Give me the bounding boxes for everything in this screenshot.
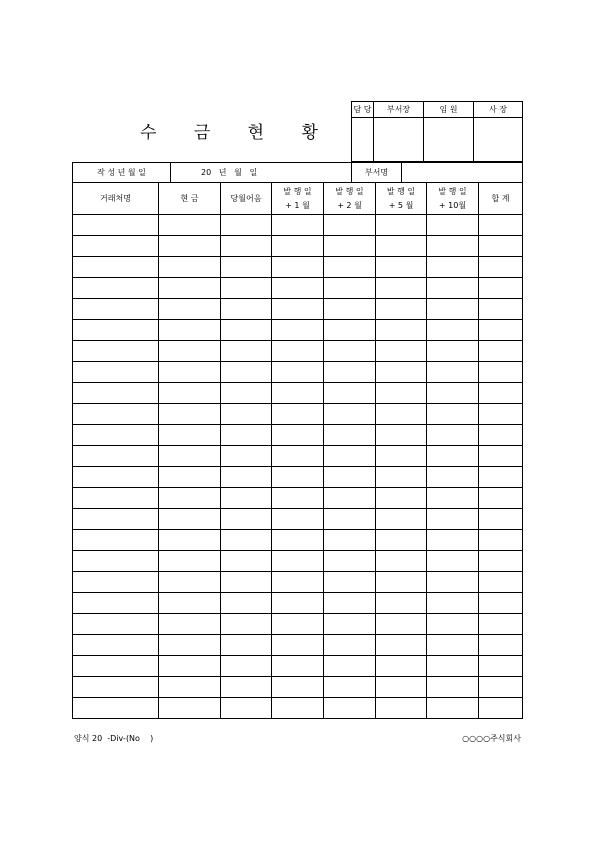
table-cell[interactable] [324,299,376,320]
table-cell[interactable] [479,299,523,320]
table-cell[interactable] [324,572,376,593]
table-cell[interactable] [73,593,159,614]
table-cell[interactable] [324,278,376,299]
column-header-line2: + 2 월 [337,200,362,210]
column-header [427,183,479,215]
column-header-line1: 거래처명 [100,193,131,203]
table-cell[interactable] [376,488,427,509]
table-cell[interactable] [479,362,523,383]
table-cell[interactable] [479,509,523,530]
table-cell[interactable] [427,635,479,656]
date-label: 작 성 년 월 일 [73,163,171,183]
table-cell[interactable] [324,614,376,635]
table-cell[interactable] [73,572,159,593]
table-cell[interactable] [159,446,221,467]
table-cell[interactable] [376,320,427,341]
dept-field[interactable] [402,163,523,183]
approval-signature-row [352,118,523,162]
approval-label-manager: 부서장 [374,102,424,118]
table-cell[interactable] [324,677,376,698]
table-cell[interactable] [272,404,324,425]
table-cell[interactable] [479,656,523,677]
table-cell[interactable] [376,656,427,677]
table-cell[interactable] [376,551,427,572]
table-row [73,572,523,593]
table-cell[interactable] [272,278,324,299]
table-cell[interactable] [159,341,221,362]
table-cell[interactable] [376,257,427,278]
table-row [73,698,523,719]
table-cell[interactable] [479,257,523,278]
approval-label-staff: 담 당 [352,102,374,118]
table-cell[interactable] [221,215,272,236]
column-header [272,183,324,215]
table-cell[interactable] [73,425,159,446]
table-cell[interactable] [73,404,159,425]
table-cell[interactable] [479,446,523,467]
table-row [73,299,523,320]
table-row [73,257,523,278]
table-cell[interactable] [427,278,479,299]
table-cell[interactable] [272,488,324,509]
table-cell[interactable] [272,215,324,236]
table-cell[interactable] [427,383,479,404]
table-cell[interactable] [221,236,272,257]
column-header-line2: + 1 월 [285,200,310,210]
table-cell[interactable] [324,404,376,425]
table-cell[interactable] [221,614,272,635]
table-row [73,320,523,341]
table-cell[interactable] [427,656,479,677]
table-cell[interactable] [159,425,221,446]
signature-cell-president[interactable] [474,118,523,162]
column-header [324,183,376,215]
table-cell[interactable] [376,446,427,467]
table-cell[interactable] [324,656,376,677]
table-cell[interactable] [479,341,523,362]
table-row [73,341,523,362]
table-cell[interactable] [73,257,159,278]
table-cell[interactable] [221,572,272,593]
table-cell[interactable] [479,404,523,425]
collection-table [72,182,523,719]
column-header [479,183,523,215]
table-cell[interactable] [427,320,479,341]
table-row [73,509,523,530]
table-cell[interactable] [479,530,523,551]
approval-header-row [352,102,523,118]
table-cell[interactable] [221,257,272,278]
table-cell[interactable] [159,572,221,593]
table-cell[interactable] [324,383,376,404]
table-cell[interactable] [479,383,523,404]
table-cell[interactable] [479,215,523,236]
table-cell[interactable] [324,509,376,530]
table-cell[interactable] [221,404,272,425]
table-cell[interactable] [73,509,159,530]
table-cell[interactable] [479,320,523,341]
table-cell[interactable] [324,530,376,551]
table-cell[interactable] [427,551,479,572]
table-cell[interactable] [427,530,479,551]
signature-cell-manager[interactable] [374,118,424,162]
table-cell[interactable] [73,383,159,404]
table-cell[interactable] [73,677,159,698]
table-cell[interactable] [159,215,221,236]
table-cell[interactable] [73,698,159,719]
column-header-line1: 발 행 일 [386,186,416,196]
column-header [221,183,272,215]
table-cell[interactable] [73,635,159,656]
table-row [73,215,523,236]
table-cell[interactable] [159,488,221,509]
table-cell[interactable] [324,698,376,719]
table-cell[interactable] [159,299,221,320]
table-row [73,530,523,551]
table-cell[interactable] [221,488,272,509]
table-cell[interactable] [272,425,324,446]
table-cell[interactable] [272,656,324,677]
table-cell[interactable] [159,509,221,530]
table-cell[interactable] [159,383,221,404]
table-cell[interactable] [324,593,376,614]
table-cell[interactable] [221,635,272,656]
table-cell[interactable] [159,530,221,551]
table-cell[interactable] [376,698,427,719]
table-row [73,551,523,572]
table-cell[interactable] [479,236,523,257]
table-cell[interactable] [272,236,324,257]
table-cell[interactable] [376,530,427,551]
table-cell[interactable] [427,404,479,425]
table-cell[interactable] [159,467,221,488]
table-cell[interactable] [221,425,272,446]
table-cell[interactable] [427,446,479,467]
table-cell[interactable] [221,698,272,719]
table-cell[interactable] [73,656,159,677]
table-cell[interactable] [159,677,221,698]
table-cell[interactable] [324,341,376,362]
table-cell[interactable] [221,677,272,698]
table-cell[interactable] [376,404,427,425]
table-row [73,383,523,404]
table-row [73,425,523,446]
table-cell[interactable] [272,362,324,383]
table-cell[interactable] [427,215,479,236]
table-cell[interactable] [272,341,324,362]
table-cell[interactable] [479,551,523,572]
table-row [73,362,523,383]
table-cell[interactable] [479,278,523,299]
table-cell[interactable] [159,635,221,656]
table-cell[interactable] [159,593,221,614]
table-cell[interactable] [479,677,523,698]
table-cell[interactable] [324,425,376,446]
table-cell[interactable] [73,215,159,236]
column-header-line1: 발 행 일 [283,186,312,196]
table-cell[interactable] [479,467,523,488]
table-cell[interactable] [221,509,272,530]
table-cell[interactable] [376,341,427,362]
table-cell[interactable] [221,299,272,320]
table-cell[interactable] [479,593,523,614]
table-cell[interactable] [159,614,221,635]
table-cell[interactable] [73,446,159,467]
table-cell[interactable] [272,257,324,278]
table-cell[interactable] [376,677,427,698]
approval-box [351,101,523,162]
table-cell[interactable] [324,215,376,236]
table-cell[interactable] [324,257,376,278]
table-cell[interactable] [272,677,324,698]
table-cell[interactable] [324,446,376,467]
column-header-line2: + 10월 [438,200,467,210]
form-number: 양식 20 -Div-(No ) [74,734,154,743]
table-cell[interactable] [73,278,159,299]
table-cell[interactable] [73,614,159,635]
signature-cell-staff[interactable] [352,118,374,162]
table-cell[interactable] [159,320,221,341]
table-cell[interactable] [427,488,479,509]
table-cell[interactable] [479,488,523,509]
table-cell[interactable] [376,614,427,635]
table-row [73,677,523,698]
signature-cell-executive[interactable] [424,118,474,162]
table-cell[interactable] [159,698,221,719]
table-cell[interactable] [376,467,427,488]
table-cell[interactable] [479,698,523,719]
dept-label: 부서명 [352,163,402,183]
table-cell[interactable] [427,362,479,383]
table-cell[interactable] [272,509,324,530]
table-row [73,614,523,635]
table-cell[interactable] [376,278,427,299]
table-cell[interactable] [272,698,324,719]
table-cell[interactable] [427,425,479,446]
table-cell[interactable] [221,467,272,488]
table-cell[interactable] [272,383,324,404]
table-cell[interactable] [73,341,159,362]
column-header-line1: 합 계 [491,193,510,203]
column-header-line1: 발 행 일 [438,186,467,196]
table-cell[interactable] [221,551,272,572]
table-cell[interactable] [376,362,427,383]
table-cell[interactable] [221,656,272,677]
table-cell[interactable] [376,299,427,320]
table-cell[interactable] [221,362,272,383]
table-row [73,635,523,656]
company-name: ○○○○주식회사 [462,734,521,743]
table-cell[interactable] [376,509,427,530]
table-cell[interactable] [479,425,523,446]
table-cell[interactable] [272,467,324,488]
table-cell[interactable] [272,530,324,551]
table-cell[interactable] [159,278,221,299]
table-cell[interactable] [324,551,376,572]
table-cell[interactable] [221,530,272,551]
table-cell[interactable] [324,236,376,257]
column-header [159,183,221,215]
table-cell[interactable] [73,320,159,341]
table-cell[interactable] [221,446,272,467]
date-field[interactable]: 20 년 월 일 [171,163,352,183]
table-cell[interactable] [479,572,523,593]
table-row [73,488,523,509]
approval-label-president: 사 장 [474,102,523,118]
table-cell[interactable] [324,320,376,341]
table-header-row [73,183,523,215]
table-cell[interactable] [376,593,427,614]
table-cell[interactable] [427,593,479,614]
table-cell[interactable] [272,551,324,572]
table-cell[interactable] [159,404,221,425]
table-cell[interactable] [272,299,324,320]
column-header-line1: 당월어음 [230,193,262,203]
table-cell[interactable] [427,467,479,488]
table-cell[interactable] [376,236,427,257]
table-cell[interactable] [159,362,221,383]
table-cell[interactable] [73,362,159,383]
table-cell[interactable] [159,257,221,278]
table-cell[interactable] [73,236,159,257]
table-cell[interactable] [479,614,523,635]
table-cell[interactable] [427,572,479,593]
table-cell[interactable] [272,572,324,593]
table-cell[interactable] [272,320,324,341]
table-row [73,467,523,488]
column-header-line1: 발 행 일 [335,186,364,196]
table-cell[interactable] [427,341,479,362]
info-row [72,162,523,183]
table-cell[interactable] [73,530,159,551]
column-header-line2: + 5 월 [388,200,414,210]
table-cell[interactable] [221,341,272,362]
table-cell[interactable] [73,551,159,572]
table-row [73,446,523,467]
table-cell[interactable] [73,299,159,320]
table-cell[interactable] [427,299,479,320]
table-cell[interactable] [324,488,376,509]
table-row [73,404,523,425]
table-cell[interactable] [427,257,479,278]
table-cell[interactable] [221,383,272,404]
table-cell[interactable] [427,698,479,719]
table-cell[interactable] [376,425,427,446]
table-cell[interactable] [376,572,427,593]
table-cell[interactable] [324,635,376,656]
table-cell[interactable] [376,635,427,656]
table-cell[interactable] [376,215,427,236]
table-cell[interactable] [376,383,427,404]
table-row [73,278,523,299]
table-cell[interactable] [159,551,221,572]
table-cell[interactable] [324,467,376,488]
table-cell[interactable] [272,635,324,656]
table-cell[interactable] [221,278,272,299]
table-cell[interactable] [159,236,221,257]
table-cell[interactable] [427,677,479,698]
table-cell[interactable] [272,446,324,467]
table-cell[interactable] [427,509,479,530]
table-cell[interactable] [427,236,479,257]
table-cell[interactable] [272,593,324,614]
page-title: 수 금 현 황 [140,123,334,143]
table-cell[interactable] [427,614,479,635]
table-cell[interactable] [479,635,523,656]
approval-label-executive: 임 원 [424,102,474,118]
column-header-line1: 현 금 [180,193,199,203]
table-cell[interactable] [73,488,159,509]
table-cell[interactable] [159,656,221,677]
column-header [376,183,427,215]
column-header [73,183,159,215]
table-cell[interactable] [73,467,159,488]
table-cell[interactable] [221,320,272,341]
table-row [73,656,523,677]
table-cell[interactable] [324,362,376,383]
table-row [73,236,523,257]
table-row [73,593,523,614]
table-cell[interactable] [221,593,272,614]
table-cell[interactable] [272,614,324,635]
